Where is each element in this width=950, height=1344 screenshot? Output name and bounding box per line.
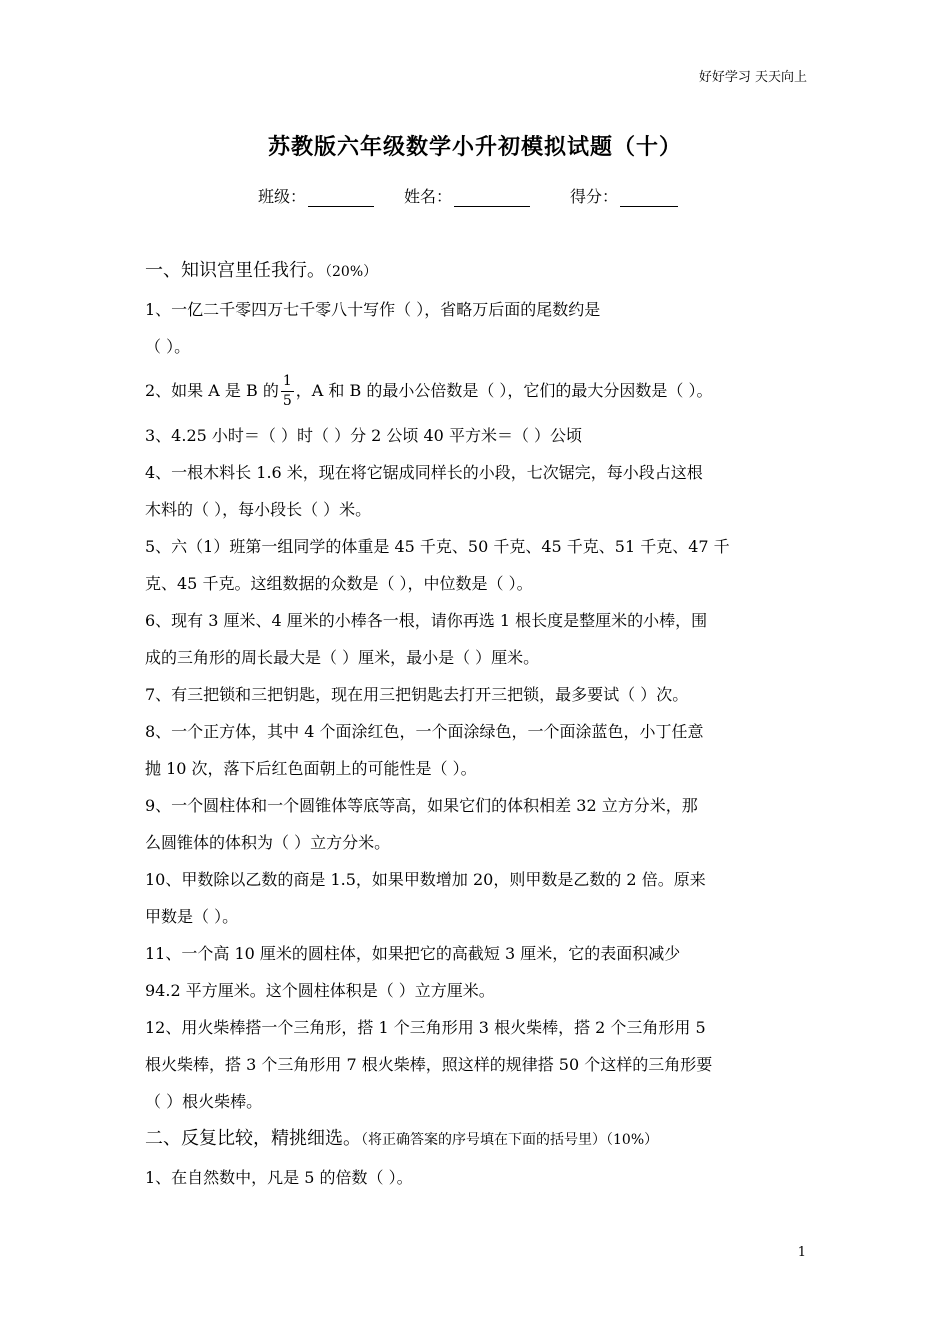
q7-line1: 7、有三把锁和三把钥匙，现在用三把钥匙去打开三把锁，最多要试（ ）次。 bbox=[145, 685, 689, 704]
q10-line1: 10、甲数除以乙数的商是 1.5，如果甲数增加 20，则甲数是乙数的 2 倍。原来 bbox=[145, 870, 706, 889]
q12-line3: （ ）根火柴棒。 bbox=[145, 1092, 263, 1111]
q10-line2: 甲数是（ ）。 bbox=[145, 907, 239, 926]
q11-line2: 94.2 平方厘米。这个圆柱体积是（ ）立方厘米。 bbox=[145, 981, 495, 1000]
page-title: 苏教版六年级数学小升初模拟试题（十） bbox=[267, 134, 682, 160]
fraction-denominator: 5 bbox=[282, 393, 292, 409]
q8-line1: 8、一个正方体，其中 4 个面涂红色，一个面涂绿色，一个面涂蓝色，小丁任意 bbox=[145, 722, 704, 741]
q12-line1: 12、用火柴棒搭一个三角形，搭 1 个三角形用 3 根火柴棒，搭 2 个三角形用 5 bbox=[145, 1018, 706, 1037]
s2-q1-line1: 1、在自然数中，凡是 5 的倍数（ ）。 bbox=[145, 1168, 413, 1187]
q5-line1: 5、六（1）班第一组同学的体重是 45 千克、50 千克、45 千克、51 千克、47 千 bbox=[145, 537, 730, 556]
q1-line1: 1、一亿二千零四万七千零八十写作（ ），省略万后面的尾数约是 bbox=[145, 300, 601, 319]
name-blank bbox=[454, 190, 530, 207]
q6-line2: 成的三角形的周长最大是（ ）厘米，最小是（ ）厘米。 bbox=[145, 648, 540, 667]
exam-content bbox=[145, 252, 825, 1196]
class-blank bbox=[308, 190, 374, 207]
q5-line2: 克、45 千克。这组数据的众数是（ ），中位数是（ ）。 bbox=[145, 574, 533, 593]
class-field bbox=[258, 184, 374, 207]
score-label: 得分： bbox=[570, 187, 619, 206]
section1-points: （20%） bbox=[325, 264, 378, 280]
q4-line2: 木料的（ ），每小段长（ ）米。 bbox=[145, 500, 372, 519]
q9-line1: 9、一个圆柱体和一个圆锥体等底等高，如果它们的体积相差 32 立方分米，那 bbox=[145, 796, 698, 815]
student-info bbox=[258, 184, 678, 207]
q2-line bbox=[145, 365, 825, 417]
score-field bbox=[570, 184, 678, 207]
section2-heading: 二、反复比较，精挑细选。（将正确答案的序号填在下面的括号里）（10%） bbox=[145, 1128, 659, 1149]
fraction-numerator: 1 bbox=[281, 372, 294, 392]
q2-text-a: 2、如果 A 是 B 的 bbox=[145, 381, 279, 400]
q1-line2: （ ）。 bbox=[145, 337, 191, 356]
name-label: 姓名： bbox=[404, 187, 453, 206]
q3-line1: 3、4.25 小时＝（ ）时（ ）分 2 公顷 40 平方米＝（ ）公顷 bbox=[145, 426, 583, 445]
q4-line1: 4、一根木料长 1.6 米，现在将它锯成同样长的小段，七次锯完，每小段占这根 bbox=[145, 463, 703, 482]
q12-line2: 根火柴棒，搭 3 个三角形用 7 根火柴棒，照这样的规律搭 50 个这样的三角形要 bbox=[145, 1055, 713, 1074]
header-motto: 好好学习 天天向上 bbox=[698, 70, 807, 85]
fraction bbox=[281, 372, 294, 411]
name-field bbox=[404, 184, 530, 207]
page-number: 1 bbox=[797, 1245, 806, 1260]
q8-line2: 抛 10 次，落下后红色面朝上的可能性是（ ）。 bbox=[145, 759, 477, 778]
q2-text-b: ，A 和 B 的最小公倍数是（ ），它们的最大分因数是（ ）。 bbox=[295, 381, 713, 400]
class-label: 班级： bbox=[258, 187, 307, 206]
q6-line1: 6、现有 3 厘米、4 厘米的小棒各一根，请你再选 1 根长度是整厘米的小棒，围 bbox=[145, 611, 708, 630]
section2-note: （将正确答案的序号填在下面的括号里）（10%） bbox=[361, 1132, 659, 1148]
score-blank bbox=[620, 190, 678, 207]
q11-line1: 11、一个高 10 厘米的圆柱体，如果把它的高截短 3 厘米，它的表面积减少 bbox=[145, 944, 681, 963]
section1-heading: 一、知识宫里任我行。（20%） bbox=[145, 260, 378, 281]
q9-line2: 么圆锥体的体积为（ ）立方分米。 bbox=[145, 833, 391, 852]
